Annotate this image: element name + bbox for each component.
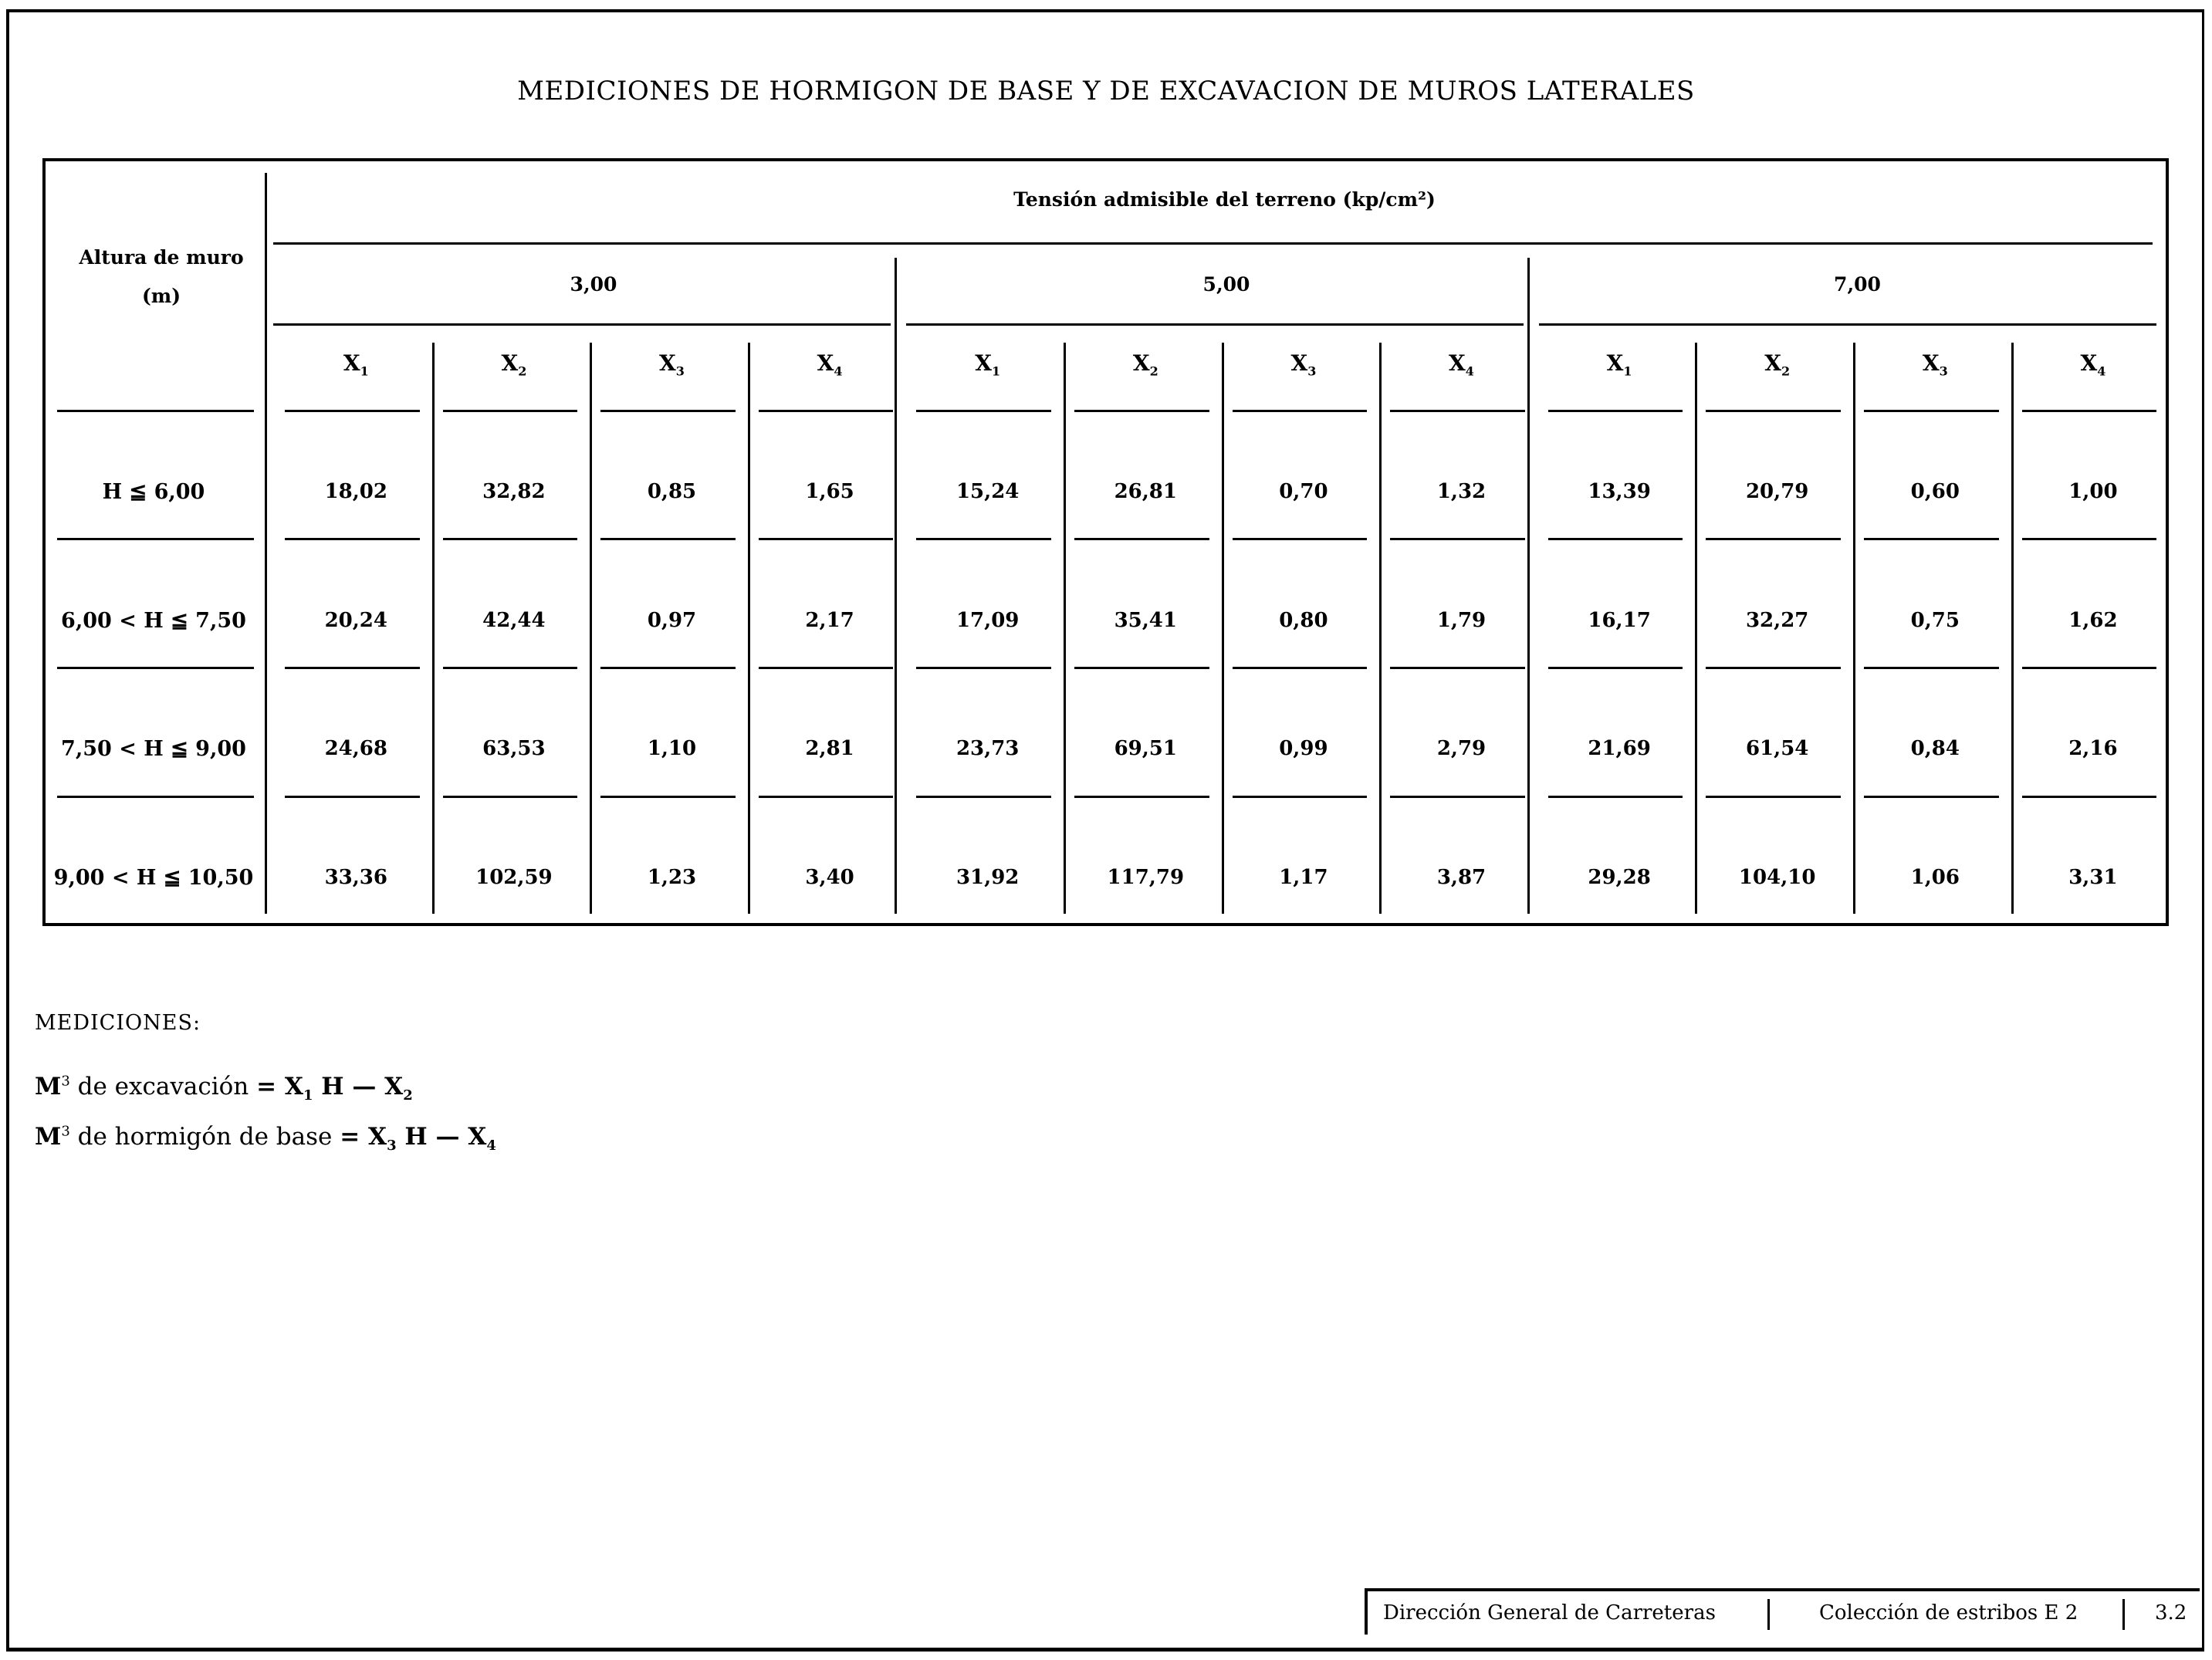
- group-header-rule: [273, 242, 2153, 245]
- table-cell: 2,17: [805, 609, 854, 632]
- row-separator: [1548, 667, 1683, 669]
- row-separator: [2022, 410, 2157, 412]
- subcolumn-header: [1067, 350, 1225, 379]
- row-header-unit: (m): [141, 285, 181, 307]
- row-separator: [1390, 410, 1525, 412]
- row-separator: [1706, 410, 1841, 412]
- row-separator: [916, 796, 1051, 798]
- subcolumn-header: [908, 350, 1067, 379]
- subcolumn-symbol: X: [343, 350, 360, 376]
- row-separator: [759, 667, 894, 669]
- subcolumn-symbol: X: [1606, 350, 1624, 376]
- subcolumn-divider: [748, 343, 750, 914]
- group-label-3: 7,00: [1834, 273, 1881, 296]
- subcolumn-index: 2: [1149, 363, 1158, 379]
- subcolumn-symbol: X: [1132, 350, 1150, 376]
- subcolumn-symbol: X: [1290, 350, 1308, 376]
- group-header: [277, 188, 2172, 211]
- subcolumn-header: [593, 350, 751, 379]
- table-cell: 13,39: [1588, 480, 1651, 503]
- row-separator: [759, 538, 894, 540]
- table-cell: 69,51: [1114, 737, 1177, 760]
- subcolumn-index: 1: [1623, 363, 1632, 379]
- table-cell: 0,85: [647, 480, 697, 503]
- table-cell: 117,79: [1107, 866, 1185, 889]
- subcolumn-index: 4: [834, 363, 843, 379]
- subcolumn-index: 3: [1939, 363, 1948, 379]
- table-cell: 102,59: [475, 866, 553, 889]
- subcolumn-index: 3: [675, 363, 685, 379]
- row-label: H ≦ 6,00: [102, 480, 205, 504]
- group-label-rule: [906, 323, 1524, 326]
- table-cell: 15,24: [955, 480, 1020, 503]
- table-cell: 1,32: [1436, 480, 1487, 503]
- row-separator: [1864, 538, 1999, 540]
- row-separator: [1233, 410, 1368, 412]
- row-separator: [600, 667, 736, 669]
- row-separator: [2022, 538, 2157, 540]
- subcolumn-index: 1: [360, 363, 369, 379]
- table-cell: 0,75: [1910, 609, 1960, 632]
- page-title: MEDICIONES DE HORMIGON DE BASE Y DE EXCAVACION DE MUROS LATERALES: [517, 76, 1695, 106]
- table-cell: 17,09: [955, 609, 1020, 632]
- table-cell: 1,00: [2068, 480, 2118, 503]
- row-separator: [443, 538, 578, 540]
- table-cell: 0,99: [1279, 737, 1328, 760]
- row-separator: [916, 410, 1051, 412]
- footer-divider: [2122, 1599, 2125, 1630]
- footer-org: Dirección General de Carreteras: [1383, 1601, 1716, 1625]
- row-header-label: Altura de muro: [79, 246, 244, 269]
- footer-collection: Colección de estribos E 2: [1819, 1601, 2078, 1625]
- subcolumn-header: [1698, 350, 1856, 379]
- mediciones-title: MEDICIONES:: [35, 1011, 201, 1035]
- subcolumn-index: 2: [1781, 363, 1791, 379]
- row-separator: [1074, 796, 1209, 798]
- subcolumn-header: [751, 350, 909, 379]
- footer-box: [1365, 1588, 2200, 1635]
- subcolumn-divider: [1222, 343, 1224, 914]
- row-separator: [1390, 538, 1525, 540]
- table-cell: 63,53: [482, 737, 546, 760]
- table-cell: 2,81: [805, 737, 854, 760]
- row-label: 7,50 < H ≦ 9,00: [61, 737, 246, 761]
- row-separator: [57, 538, 254, 540]
- table-cell: 23,73: [955, 737, 1020, 760]
- row-separator: [600, 410, 736, 412]
- row-separator: [285, 538, 420, 540]
- row-separator: [1233, 538, 1368, 540]
- group-label-rule: [273, 323, 891, 326]
- table-cell: 61,54: [1745, 737, 1809, 760]
- row-separator: [759, 410, 894, 412]
- table-cell: 0,70: [1279, 480, 1328, 503]
- subcolumn-index: 4: [2097, 363, 2106, 379]
- row-separator: [1548, 538, 1683, 540]
- table-cell: 32,82: [482, 480, 546, 503]
- subcolumn-divider: [1853, 343, 1855, 914]
- subcolumn-symbol: X: [1449, 350, 1466, 376]
- row-separator: [443, 667, 578, 669]
- table-cell: 0,97: [647, 609, 697, 632]
- row-separator: [1233, 667, 1368, 669]
- table-cell: 0,84: [1910, 737, 1960, 760]
- row-separator: [1074, 667, 1209, 669]
- subcolumn-symbol: X: [1764, 350, 1781, 376]
- row-separator: [57, 667, 254, 669]
- table-cell: 1,79: [1436, 609, 1487, 632]
- subcolumn-divider: [590, 343, 592, 914]
- table-cell: 24,68: [324, 737, 387, 760]
- subcolumn-header: [435, 350, 594, 379]
- row-separator: [916, 538, 1051, 540]
- group-divider: [895, 258, 897, 914]
- subcolumn-header: [1856, 350, 2014, 379]
- subcolumn-symbol: X: [975, 350, 992, 376]
- row-separator: [1233, 796, 1368, 798]
- row-separator: [1074, 410, 1209, 412]
- table-cell: 20,79: [1745, 480, 1809, 503]
- row-separator: [2022, 667, 2157, 669]
- table-cell: 1,62: [2068, 609, 2118, 632]
- table-cell: 35,41: [1114, 609, 1177, 632]
- table-cell: 1,17: [1279, 866, 1328, 889]
- subcolumn-symbol: X: [817, 350, 834, 376]
- subcolumn-symbol: X: [659, 350, 676, 376]
- footer-page-number: 3.2: [2155, 1601, 2187, 1625]
- group-header-text: Tensión admisible del terreno (kp/cm²): [1013, 188, 1436, 211]
- subcolumn-symbol: X: [1922, 350, 1940, 376]
- row-separator: [57, 796, 254, 798]
- row-separator: [1864, 410, 1999, 412]
- row-separator: [1706, 667, 1841, 669]
- table-cell: 2,79: [1436, 737, 1487, 760]
- table-cell: 42,44: [482, 609, 546, 632]
- table-cell: 18,02: [324, 480, 387, 503]
- row-separator: [443, 410, 578, 412]
- table-cell: 3,87: [1436, 866, 1487, 889]
- table-cell: 29,28: [1588, 866, 1651, 889]
- table-cell: 3,31: [2068, 866, 2118, 889]
- table-cell: 21,69: [1588, 737, 1651, 760]
- row-label: 6,00 < H ≦ 7,50: [61, 609, 246, 633]
- row-separator: [1548, 796, 1683, 798]
- subcolumn-index: 1: [991, 363, 1001, 379]
- row-separator: [285, 667, 420, 669]
- subcolumn-index: 4: [1465, 363, 1474, 379]
- row-separator: [600, 796, 736, 798]
- table-cell: 16,17: [1588, 609, 1651, 632]
- row-separator: [1074, 538, 1209, 540]
- row-separator: [916, 667, 1051, 669]
- table-cell: 104,10: [1738, 866, 1816, 889]
- group-label-1: 3,00: [570, 273, 617, 296]
- group-divider: [1527, 258, 1530, 914]
- row-separator: [1548, 410, 1683, 412]
- table-cell: 32,27: [1745, 609, 1809, 632]
- row-separator: [1706, 538, 1841, 540]
- subcolumn-divider: [2011, 343, 2014, 914]
- subcolumn-symbol: X: [501, 350, 519, 376]
- table-cell: 1,06: [1910, 866, 1960, 889]
- subcolumn-divider: [1379, 343, 1382, 914]
- row-separator: [443, 796, 578, 798]
- table-cell: 20,24: [324, 609, 387, 632]
- group-label-2: 5,00: [1202, 273, 1250, 296]
- row-separator: [1864, 796, 1999, 798]
- subcolumn-header: [2014, 350, 2173, 379]
- subcolumn-symbol: X: [2080, 350, 2098, 376]
- row-separator: [759, 796, 894, 798]
- row-separator: [1390, 796, 1525, 798]
- table-cell: 1,10: [647, 737, 697, 760]
- table-cell: 1,65: [805, 480, 854, 503]
- table-cell: 1,23: [647, 866, 697, 889]
- measurements-table: [42, 158, 2169, 926]
- row-separator: [1706, 796, 1841, 798]
- subcolumn-header: [1541, 350, 1699, 379]
- subcolumn-index: 3: [1307, 363, 1317, 379]
- subcolumn-header: [1382, 350, 1541, 379]
- subcolumn-divider: [432, 343, 435, 914]
- group-label-rule: [1539, 323, 2156, 326]
- row-separator: [57, 410, 254, 412]
- subcolumn-index: 2: [518, 363, 527, 379]
- formula-base-concrete: $M^3$ de hormigón de base = $X_3$ H — $X_4$: [35, 1123, 496, 1155]
- table-cell: 26,81: [1114, 480, 1177, 503]
- row-separator: [1864, 667, 1999, 669]
- table-cell: 0,60: [1910, 480, 1960, 503]
- formula-excavation: $M^3$ de excavación = $X_1$ H — $X_2$: [35, 1073, 413, 1104]
- subcolumn-divider: [1695, 343, 1697, 914]
- table-cell: 0,80: [1279, 609, 1328, 632]
- row-separator: [2022, 796, 2157, 798]
- subcolumn-header: [1225, 350, 1383, 379]
- footer-divider: [1767, 1599, 1770, 1630]
- table-cell: 33,36: [324, 866, 387, 889]
- row-separator: [285, 410, 420, 412]
- subcolumn-divider: [1064, 343, 1066, 914]
- row-header-divider: [265, 173, 267, 914]
- row-separator: [285, 796, 420, 798]
- table-cell: 3,40: [805, 866, 854, 889]
- row-label: 9,00 < H ≦ 10,50: [53, 866, 254, 890]
- subcolumn-header: [277, 350, 435, 379]
- row-separator: [1390, 667, 1525, 669]
- table-cell: 2,16: [2068, 737, 2118, 760]
- row-separator: [600, 538, 736, 540]
- table-cell: 31,92: [955, 866, 1020, 889]
